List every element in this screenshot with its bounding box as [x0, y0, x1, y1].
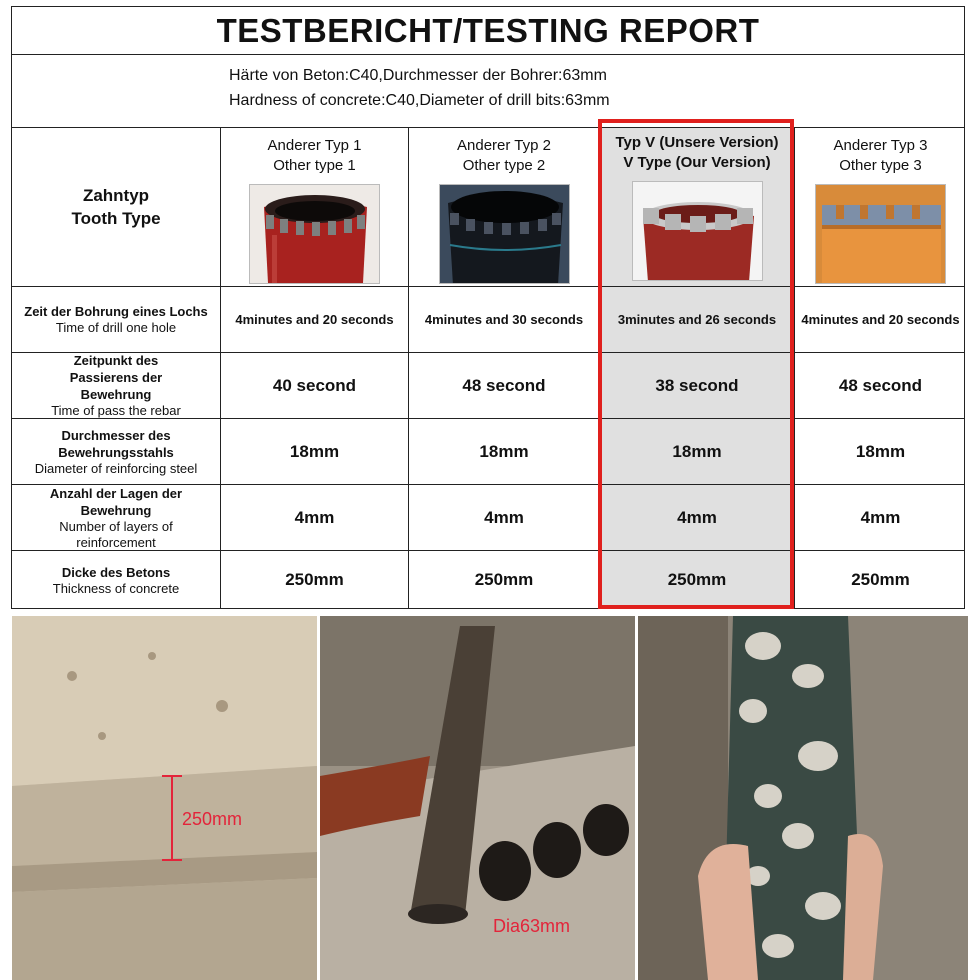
type-2-de: Anderer Typ 2 [457, 137, 551, 154]
thickness-annotation: 250mm [182, 809, 243, 829]
value-cell: 4mm [294, 507, 335, 527]
row-4-de: Anzahl der Lagen der Bewehrung [49, 485, 183, 518]
testing-report-table [11, 6, 965, 609]
photo-concrete-core [638, 616, 968, 980]
type-3-de: Typ V (Unsere Version) [615, 134, 779, 151]
type-header-2 [409, 128, 599, 286]
row-1-en: Time of drill one hole [55, 320, 177, 335]
row-label-drill-time [12, 287, 220, 352]
row-2-de: Zeitpunkt des Passierens der Bewehrung [69, 353, 163, 402]
value-cell: 38 second [655, 375, 739, 395]
type-1-en: Other type 1 [273, 157, 356, 174]
value-cell: 4minutes and 20 seconds [801, 312, 960, 327]
our-version-highlight-frame [598, 119, 794, 609]
value-cell: 48 second [462, 375, 546, 395]
value-cell: 48 second [838, 375, 923, 395]
value-cell: 40 second [272, 375, 357, 395]
row-5-de: Dicke des Betons [61, 564, 171, 580]
type-3-en: V Type (Our Version) [623, 154, 771, 171]
value-cell: 18mm [855, 441, 906, 461]
type-1-de: Anderer Typ 1 [267, 137, 362, 154]
type-4-de: Anderer Typ 3 [833, 137, 928, 154]
value-cell: 4minutes and 30 seconds [424, 312, 584, 327]
value-cell: 4mm [677, 507, 717, 527]
row-3-en: Diameter of reinforcing steel [34, 460, 198, 476]
type-4-en: Other type 3 [839, 157, 922, 174]
row-label-steel-diameter [12, 419, 220, 484]
row-label-concrete-thickness [12, 551, 220, 609]
drill-bit-image-type-3 [815, 184, 946, 284]
report-title: TESTBERICHT/TESTING REPORT [12, 7, 964, 55]
value-cell: 4minutes and 20 seconds [235, 312, 394, 327]
row-label-rebar-layers [12, 485, 220, 550]
value-cell: 250mm [667, 570, 727, 589]
value-cell: 18mm [672, 441, 722, 461]
value-cell: 250mm [474, 570, 534, 589]
type-2-en: Other type 2 [462, 157, 546, 174]
conditions-de: Härte von Beton:C40,Durchmesser der Bohrer:63mm [229, 67, 607, 84]
comparison-grid [12, 128, 964, 609]
type-header-1 [221, 128, 408, 286]
row-3-de: Durchmesser des Bewehrungsstahls [58, 427, 174, 460]
tooth-type-header [12, 128, 220, 286]
row-1-de: Zeit der Bohrung eines Lochs [24, 304, 208, 319]
photo-concrete-slab [12, 616, 317, 980]
value-cell: 18mm [289, 441, 340, 461]
diameter-annotation: Dia63mm [493, 916, 571, 936]
value-cell: 3minutes and 26 seconds [617, 312, 777, 327]
row-label-rebar-time [12, 353, 220, 418]
drill-bit-image-type-2 [439, 184, 570, 284]
value-cell: 4mm [860, 507, 901, 527]
value-cell: 250mm [285, 570, 344, 589]
row-2-en: Time of pass the rebar [51, 403, 181, 418]
drill-bit-image-type-1 [249, 184, 380, 284]
row-5-en: Thickness of concrete [52, 580, 180, 596]
test-conditions [12, 54, 964, 128]
tooth-type-en: Tooth Type [71, 209, 161, 228]
tooth-type-de: Zahntyp [82, 186, 150, 205]
row-4-en: Number of layers of reinforcement [59, 518, 173, 550]
photo-drilled-holes [320, 616, 635, 980]
value-cell: 18mm [479, 441, 529, 461]
value-cell: 4mm [484, 507, 524, 527]
type-header-4 [795, 128, 966, 286]
conditions-en: Hardness of concrete:C40,Diameter of drill bits:63mm [229, 92, 610, 109]
value-cell: 250mm [851, 570, 910, 589]
